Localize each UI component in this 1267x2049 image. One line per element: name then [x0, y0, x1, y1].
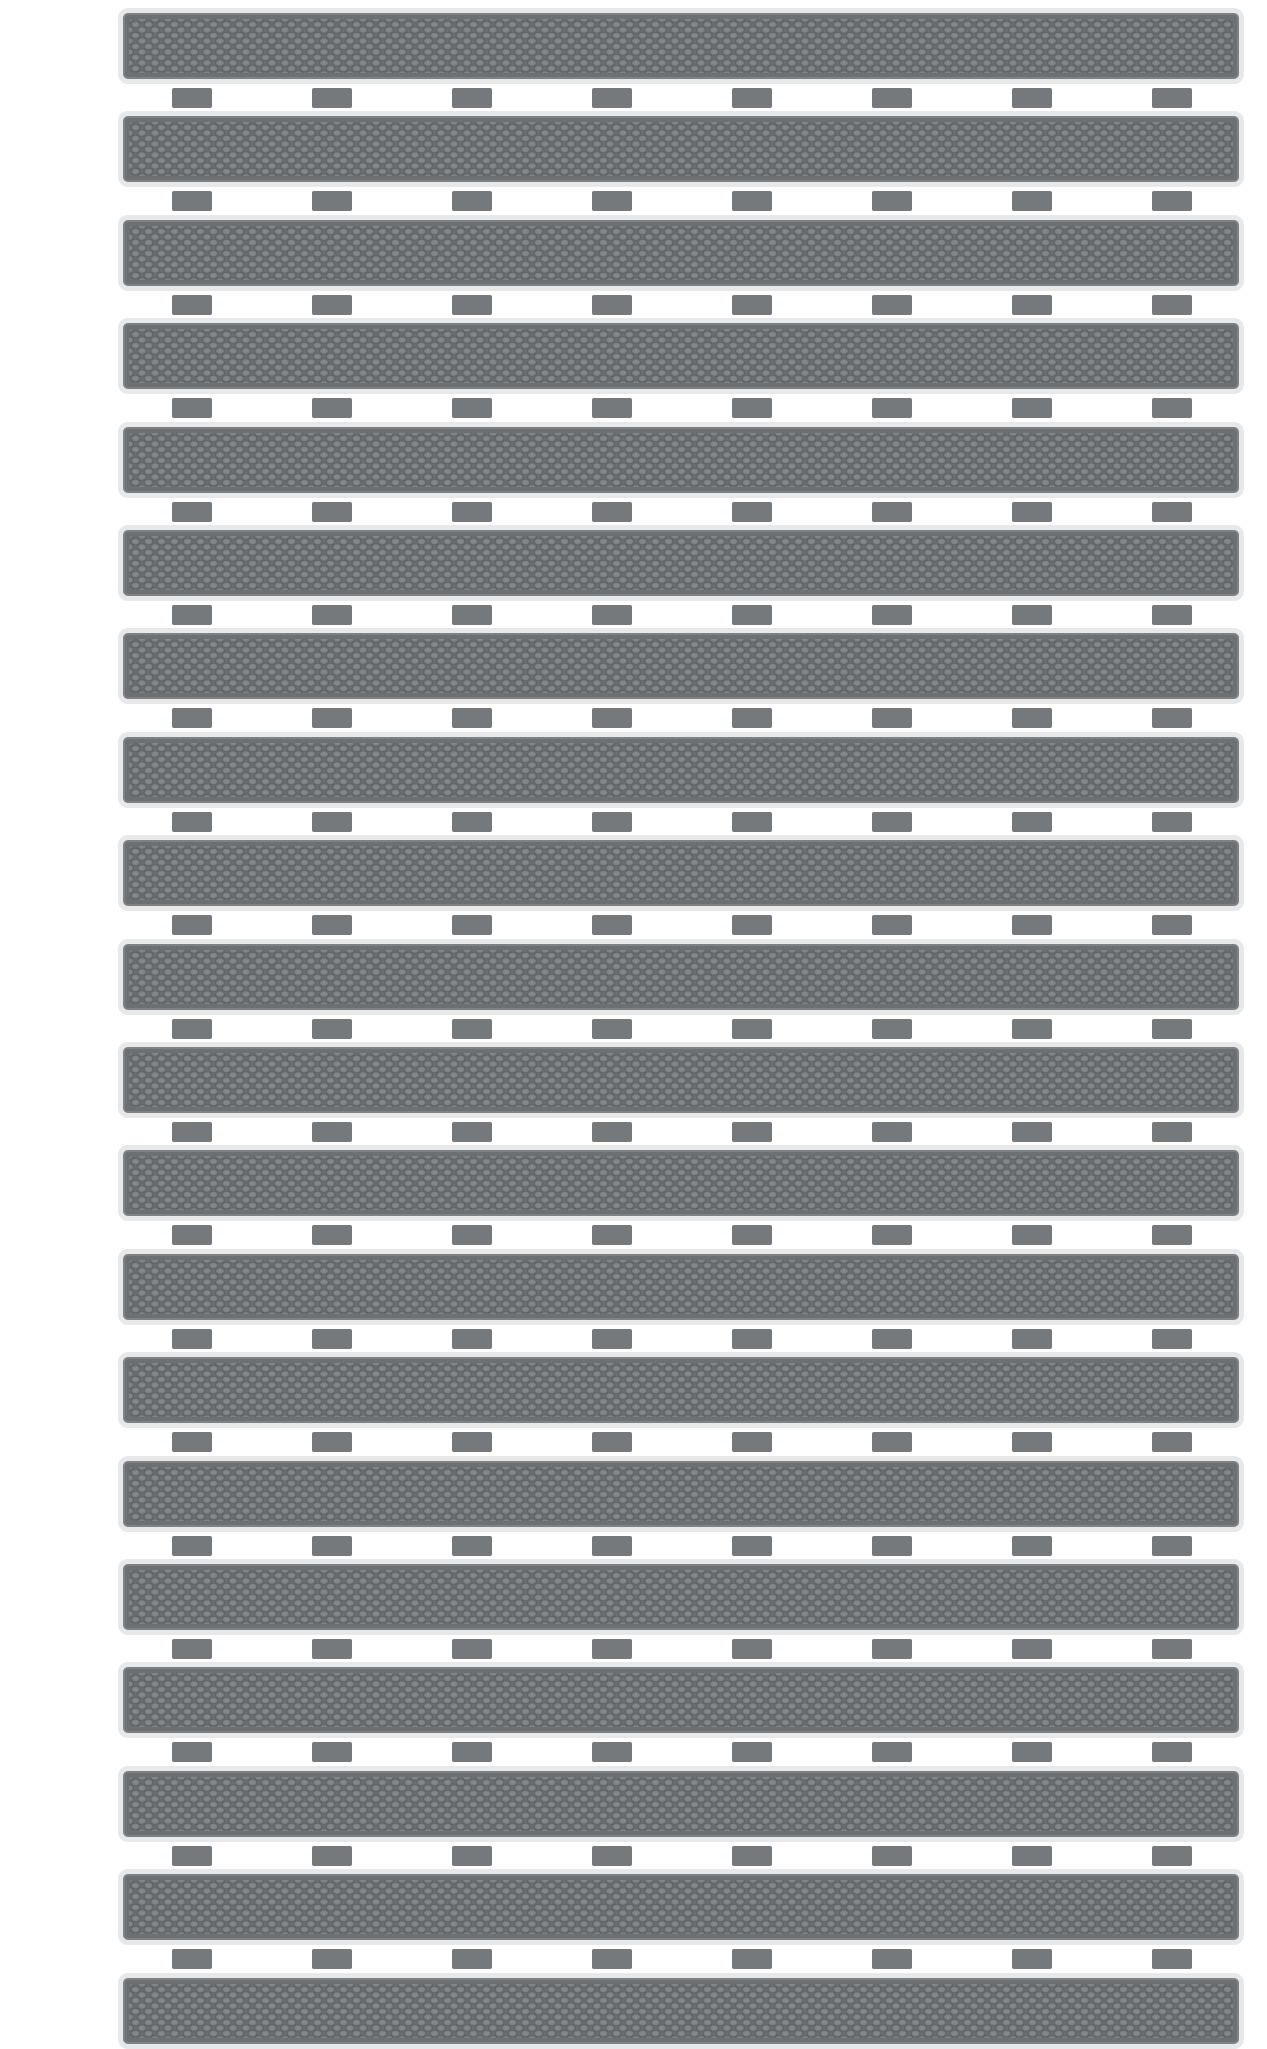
slat-tread-texture — [129, 329, 1233, 383]
slat-connector — [312, 915, 352, 935]
slat-tread-texture — [129, 1156, 1233, 1210]
slat-tread-texture — [129, 846, 1233, 900]
slat-connector — [592, 915, 632, 935]
slat-connector — [172, 1225, 212, 1245]
slat-connector — [592, 88, 632, 108]
slat-connector — [172, 191, 212, 211]
mat-slat — [118, 1559, 1244, 1635]
slat-connector — [452, 191, 492, 211]
slat-connector — [872, 1742, 912, 1762]
slat-connector — [172, 915, 212, 935]
mat-slat — [118, 215, 1244, 291]
mat-slat — [118, 1662, 1244, 1738]
mat-slat — [118, 1042, 1244, 1118]
mat-slat — [118, 939, 1244, 1015]
slat-connector — [452, 295, 492, 315]
slat-tread-texture — [129, 1880, 1233, 1934]
slat-connector — [172, 1019, 212, 1039]
slat-connector — [312, 1432, 352, 1452]
slat-connector — [732, 1019, 772, 1039]
slat-connector — [452, 1536, 492, 1556]
slat-connector — [1012, 915, 1052, 935]
slat-connector — [312, 1846, 352, 1866]
slat-connector — [172, 1742, 212, 1762]
slat-connector — [1012, 1846, 1052, 1866]
mat-slat — [118, 1456, 1244, 1532]
slat-connector — [872, 605, 912, 625]
slat-connector — [312, 1019, 352, 1039]
slat-connector — [592, 1949, 632, 1969]
slat-connector — [312, 1329, 352, 1349]
slat-connector — [1012, 605, 1052, 625]
slat-connector — [312, 1639, 352, 1659]
slat-connector — [172, 1329, 212, 1349]
slat-connector — [452, 1329, 492, 1349]
mat-slat — [118, 1869, 1244, 1945]
slat-connector — [732, 191, 772, 211]
slat-connector — [172, 1846, 212, 1866]
slat-connector — [1152, 295, 1192, 315]
slat-tread-texture — [129, 1673, 1233, 1727]
slat-connector — [1152, 708, 1192, 728]
slat-connector — [312, 1225, 352, 1245]
slat-connector — [732, 88, 772, 108]
slat-connector — [1152, 88, 1192, 108]
slat-connector — [732, 1846, 772, 1866]
slat-connector — [1012, 191, 1052, 211]
slat-connector — [312, 191, 352, 211]
slat-connector — [872, 398, 912, 418]
slat-connector — [1152, 1742, 1192, 1762]
slat-connector — [1152, 1225, 1192, 1245]
slat-connector — [872, 1432, 912, 1452]
slat-connector — [1012, 1639, 1052, 1659]
slat-connector — [732, 1536, 772, 1556]
slat-connector — [592, 398, 632, 418]
slat-connector — [1012, 708, 1052, 728]
slat-connector — [592, 1432, 632, 1452]
slat-connector — [312, 1949, 352, 1969]
slat-connector — [872, 1846, 912, 1866]
slat-connector — [592, 502, 632, 522]
slat-connector — [452, 1742, 492, 1762]
mat-slat — [118, 732, 1244, 808]
slat-connector — [872, 1949, 912, 1969]
slat-connector — [1152, 1019, 1192, 1039]
slat-connector — [872, 88, 912, 108]
slat-connector — [452, 1122, 492, 1142]
slat-connector — [1012, 1742, 1052, 1762]
slat-connector — [172, 1536, 212, 1556]
slat-connector — [452, 1949, 492, 1969]
slat-connector — [1152, 191, 1192, 211]
slat-connector — [1152, 812, 1192, 832]
slat-tread-texture — [129, 743, 1233, 797]
mat-slat — [118, 1249, 1244, 1325]
slat-connector — [732, 1329, 772, 1349]
slat-connector — [732, 1949, 772, 1969]
slat-connector — [1152, 1432, 1192, 1452]
slat-connector — [732, 605, 772, 625]
slat-connector — [592, 1639, 632, 1659]
slat-connector — [1152, 1536, 1192, 1556]
slat-connector — [872, 812, 912, 832]
slat-connector — [312, 295, 352, 315]
slat-connector — [172, 1122, 212, 1142]
slat-tread-texture — [129, 1260, 1233, 1314]
slat-connector — [172, 502, 212, 522]
slat-connector — [732, 1432, 772, 1452]
mat-slat — [118, 318, 1244, 394]
slat-connector — [452, 1432, 492, 1452]
slat-connector — [1152, 605, 1192, 625]
slat-connector — [1012, 1949, 1052, 1969]
slat-connector — [1012, 812, 1052, 832]
bath-mat — [118, 8, 1244, 2040]
slat-connector — [452, 502, 492, 522]
slat-connector — [592, 1742, 632, 1762]
slat-connector — [732, 1225, 772, 1245]
slat-connector — [312, 398, 352, 418]
slat-connector — [592, 295, 632, 315]
slat-connector — [452, 708, 492, 728]
slat-tread-texture — [129, 122, 1233, 176]
slat-connector — [172, 88, 212, 108]
slat-connector — [172, 1432, 212, 1452]
slat-connector — [312, 708, 352, 728]
slat-connector — [1152, 1949, 1192, 1969]
slat-connector — [872, 502, 912, 522]
slat-connector — [312, 1536, 352, 1556]
slat-connector — [732, 1639, 772, 1659]
slat-connector — [1152, 1329, 1192, 1349]
mat-slat — [118, 835, 1244, 911]
slat-connector — [1012, 398, 1052, 418]
slat-connector — [312, 1122, 352, 1142]
slat-connector — [732, 1122, 772, 1142]
slat-connector — [1012, 502, 1052, 522]
slat-connector — [592, 1536, 632, 1556]
slat-tread-texture — [129, 1467, 1233, 1521]
slat-connector — [1012, 295, 1052, 315]
slat-connector — [452, 605, 492, 625]
mat-slat — [118, 1352, 1244, 1428]
mat-slat — [118, 1973, 1244, 2049]
slat-connector — [732, 398, 772, 418]
slat-connector — [172, 708, 212, 728]
slat-connector — [1152, 915, 1192, 935]
slat-connector — [732, 295, 772, 315]
slat-connector — [872, 915, 912, 935]
slat-connector — [452, 915, 492, 935]
slat-tread-texture — [129, 536, 1233, 590]
slat-connector — [172, 295, 212, 315]
slat-connector — [732, 708, 772, 728]
slat-connector — [172, 1639, 212, 1659]
slat-connector — [592, 1225, 632, 1245]
slat-tread-texture — [129, 19, 1233, 73]
mat-slat — [118, 628, 1244, 704]
slat-connector — [452, 1225, 492, 1245]
slat-tread-texture — [129, 433, 1233, 487]
slat-tread-texture — [129, 1984, 1233, 2038]
slat-connector — [1152, 398, 1192, 418]
slat-connector — [172, 605, 212, 625]
slat-connector — [1012, 1122, 1052, 1142]
slat-connector — [872, 1122, 912, 1142]
slat-connector — [872, 1536, 912, 1556]
slat-connector — [1012, 1432, 1052, 1452]
slat-connector — [312, 605, 352, 625]
slat-connector — [452, 812, 492, 832]
slat-connector — [592, 191, 632, 211]
slat-tread-texture — [129, 1570, 1233, 1624]
slat-connector — [1152, 1639, 1192, 1659]
slat-connector — [872, 1019, 912, 1039]
slat-connector — [452, 1019, 492, 1039]
slat-connector — [592, 1329, 632, 1349]
slat-connector — [732, 1742, 772, 1762]
slat-connector — [312, 88, 352, 108]
slat-tread-texture — [129, 1363, 1233, 1417]
mat-slat — [118, 111, 1244, 187]
slat-connector — [1152, 502, 1192, 522]
slat-connector — [1152, 1122, 1192, 1142]
slat-tread-texture — [129, 1777, 1233, 1831]
slat-connector — [172, 398, 212, 418]
mat-slat — [118, 1145, 1244, 1221]
slat-connector — [312, 1742, 352, 1762]
slat-connector — [1012, 88, 1052, 108]
mat-slat — [118, 1766, 1244, 1842]
slat-connector — [732, 502, 772, 522]
mat-slat — [118, 8, 1244, 84]
slat-connector — [592, 605, 632, 625]
slat-connector — [452, 1639, 492, 1659]
slat-connector — [1012, 1536, 1052, 1556]
slat-connector — [312, 502, 352, 522]
slat-tread-texture — [129, 226, 1233, 280]
slat-connector — [592, 1846, 632, 1866]
slat-connector — [452, 398, 492, 418]
slat-connector — [452, 1846, 492, 1866]
slat-connector — [1012, 1329, 1052, 1349]
slat-connector — [592, 1122, 632, 1142]
slat-connector — [452, 88, 492, 108]
slat-connector — [732, 812, 772, 832]
slat-connector — [172, 1949, 212, 1969]
slat-connector — [872, 1225, 912, 1245]
slat-connector — [1152, 1846, 1192, 1866]
slat-connector — [592, 1019, 632, 1039]
slat-connector — [592, 708, 632, 728]
slat-connector — [872, 1639, 912, 1659]
slat-connector — [872, 1329, 912, 1349]
slat-tread-texture — [129, 950, 1233, 1004]
slat-connector — [312, 812, 352, 832]
slat-connector — [872, 191, 912, 211]
slat-tread-texture — [129, 1053, 1233, 1107]
mat-slat — [118, 422, 1244, 498]
slat-connector — [872, 708, 912, 728]
slat-connector — [172, 812, 212, 832]
slat-tread-texture — [129, 639, 1233, 693]
slat-connector — [1012, 1019, 1052, 1039]
slat-connector — [872, 295, 912, 315]
slat-connector — [732, 915, 772, 935]
mat-slat — [118, 525, 1244, 601]
slat-connector — [592, 812, 632, 832]
slat-connector — [1012, 1225, 1052, 1245]
